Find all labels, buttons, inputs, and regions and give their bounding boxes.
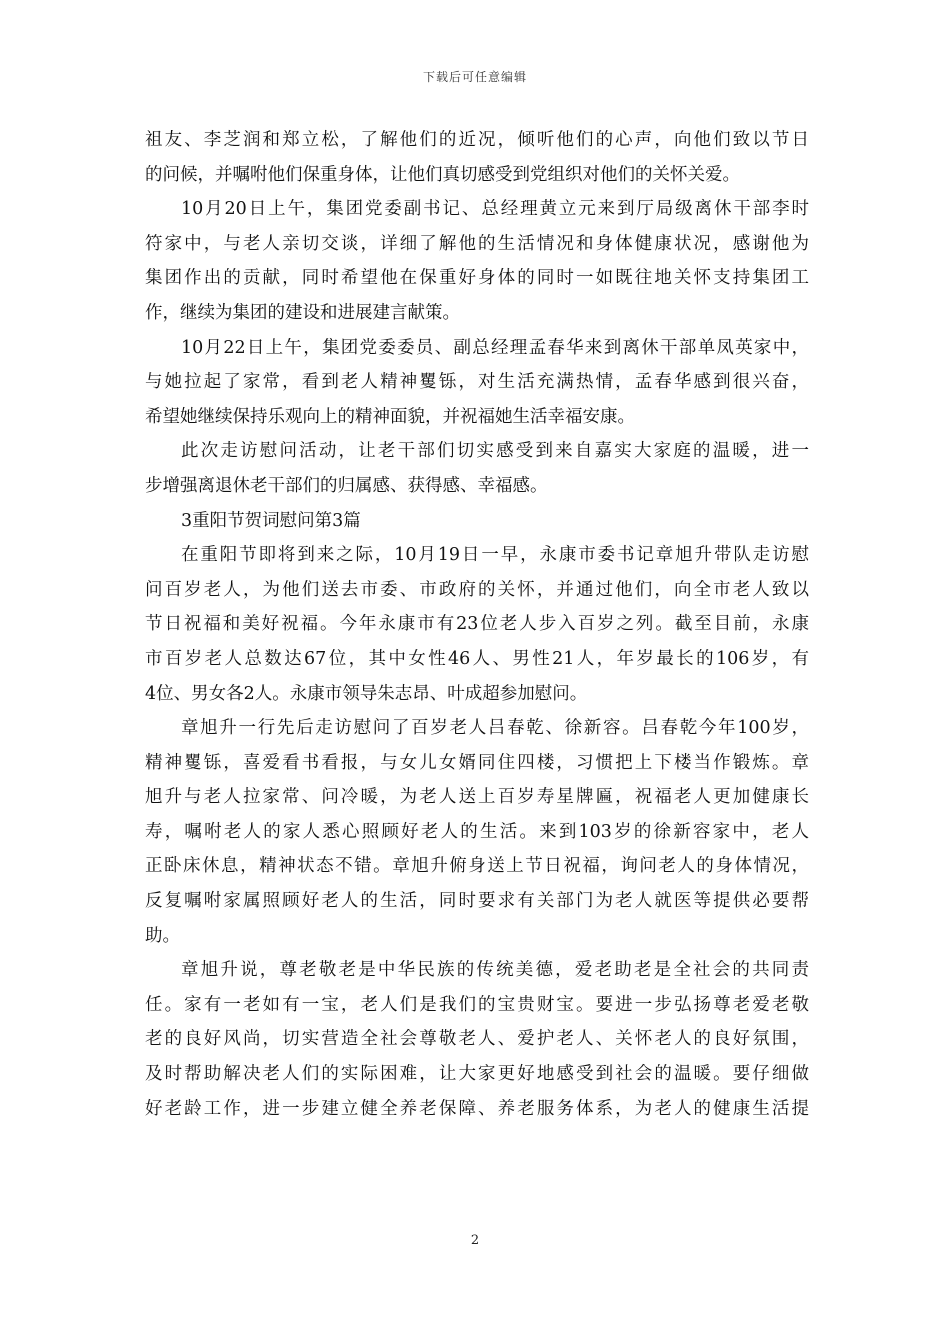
text-line: 好老龄工作，进一步建立健全养老保障、养老服务体系，为老人的健康生活提	[145, 1098, 809, 1119]
text-line: 集团作出的贡献，同时希望他在保重好身体的同时一如既往地关怀支持集团工	[145, 268, 809, 289]
text-line: 章旭升一行先后走访慰问了百岁老人吕春乾、徐新容。吕春乾今年100岁，	[181, 718, 809, 739]
text-line: 问百岁老人，为他们送去市委、市政府的关怀，并通过他们，向全市老人致以	[145, 579, 809, 600]
text-line: 寿，嘱咐老人的家人悉心照顾好老人的生活。来到103岁的徐新容家中，老人	[145, 821, 809, 842]
text-line: 助。	[145, 925, 180, 946]
text-line: 希望她继续保持乐观向上的精神面貌，并祝福她生活幸福安康。	[145, 406, 635, 427]
document-body	[145, 123, 809, 1126]
text-line: 3重阳节贺词慰问第3篇	[181, 510, 361, 531]
text-line: 在重阳节即将到来之际，10月19日一早，永康市委书记章旭升带队走访慰	[181, 545, 809, 566]
text-line: 任。家有一老如有一宝，老人们是我们的宝贵财宝。要进一步弘扬尊老爱老敬	[145, 994, 809, 1015]
text-line: 祖友、李芝润和郑立松，了解他们的近况，倾听他们的心声，向他们致以节日	[145, 130, 809, 150]
text-line: 反复嘱咐家属照顾好老人的生活，同时要求有关部门为老人就医等提供必要帮	[145, 891, 809, 912]
text-line: 符家中，与老人亲切交谈，详细了解他的生活情况和身体健康状况，感谢他为	[145, 233, 809, 254]
text-line: 老的良好风尚，切实营造全社会尊敬老人、爱护老人、关怀老人的良好氛围，	[145, 1029, 809, 1050]
text-line: 此次走访慰问活动，让老干部们切实感受到来自嘉实大家庭的温暖，进一	[181, 441, 809, 462]
text-line: 的问候，并嘱咐他们保重身体，让他们真切感受到党组织对他们的关怀关爱。	[145, 164, 740, 185]
text-line: 10月22日上午，集团党委委员、副总经理孟春华来到离休干部单凤英家中，	[181, 337, 809, 358]
page-header: 下载后可任意编辑	[422, 70, 527, 84]
text-line: 作，继续为集团的建设和进展建言献策。	[145, 302, 460, 323]
text-line: 10月20日上午，集团党委副书记、总经理黄立元来到厅局级离休干部李时	[181, 199, 809, 220]
text-line: 4位、男女各2人。永康市领导朱志昂、叶成超参加慰问。	[145, 683, 588, 704]
text-line: 节日祝福和美好祝福。今年永康市有23位老人步入百岁之列。截至目前，永康	[145, 614, 809, 635]
text-line: 精神矍铄，喜爱看书看报，与女儿女婿同住四楼，习惯把上下楼当作锻炼。章	[145, 752, 809, 773]
text-line: 及时帮助解决老人们的实际困难，让大家更好地感受到社会的温暖。要仔细做	[145, 1064, 809, 1085]
text-line: 旭升与老人拉家常、问冷暖，为老人送上百岁寿星牌匾，祝福老人更加健康长	[145, 787, 809, 808]
text-line: 正卧床休息，精神状态不错。章旭升俯身送上节日祝福，询问老人的身体情况，	[145, 856, 809, 877]
text-line: 章旭升说，尊老敬老是中华民族的传统美德，爱老助老是全社会的共同责	[181, 960, 809, 981]
text-line: 与她拉起了家常，看到老人精神矍铄，对生活充满热情，孟春华感到很兴奋，	[145, 372, 809, 393]
text-line: 步增强离退休老干部们的归属感、获得感、幸福感。	[145, 475, 548, 496]
text-line: 市百岁老人总数达67位，其中女性46人、男性21人，年岁最长的106岁，有	[145, 648, 809, 669]
page-number: 2	[470, 1233, 480, 1248]
